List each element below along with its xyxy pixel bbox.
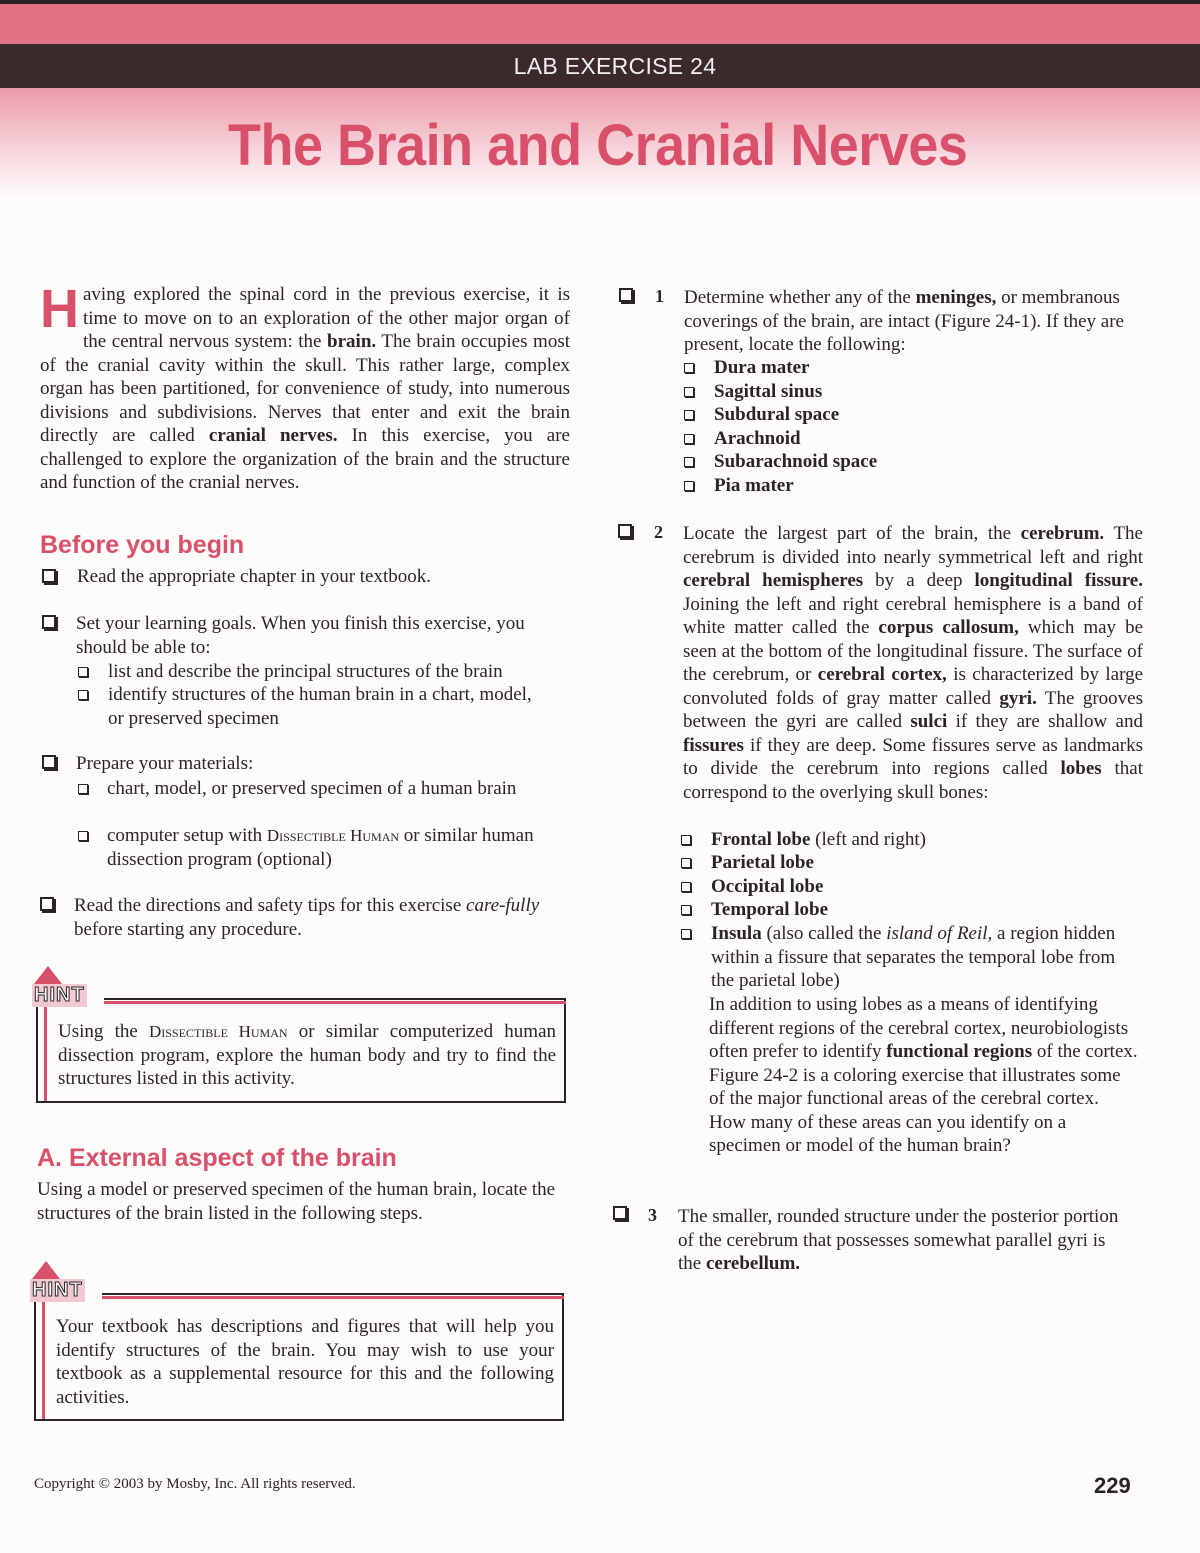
checkbox[interactable] xyxy=(78,831,88,841)
bold-term: Temporal lobe xyxy=(711,899,828,920)
text-segment: or similar computerized human dissection program, explore the human body and try to find the structures listed in this activity. xyxy=(58,1021,556,1089)
header-band xyxy=(0,0,1200,44)
bold-term: Insula xyxy=(711,923,762,944)
text-segment: The brain occupies most of the cranial cavity within the skull. This rather large, complex organ has been partitioned, for convenience of study, into numerous divisions and subdivisions. Nerves that enter and exit the brain directly are called xyxy=(40,331,570,446)
checkbox[interactable] xyxy=(681,835,691,845)
checkbox[interactable] xyxy=(613,1206,627,1220)
lobe-item xyxy=(711,922,1131,993)
checkbox[interactable] xyxy=(684,363,694,373)
before-item xyxy=(76,612,556,659)
text-segment: Using a model or preserved specimen of the human brain, locate the structures of the brain listed in the following steps. xyxy=(37,1179,556,1224)
step-number: 3 xyxy=(648,1205,657,1225)
bold-term: cerebral cortex, xyxy=(817,664,947,685)
checkbox[interactable] xyxy=(681,929,691,939)
text-segment: (also called the xyxy=(761,923,887,944)
before-item xyxy=(77,565,567,589)
step-number: 2 xyxy=(654,522,663,542)
checkbox[interactable] xyxy=(42,755,56,769)
checkbox[interactable] xyxy=(684,434,694,444)
before-heading: Before you begin xyxy=(40,531,245,559)
sub-item: list and describe the principal structures of the brain xyxy=(108,661,503,682)
text-segment: Joining the left and right cerebral hemisphere is a band of white matter called the xyxy=(683,593,1143,638)
bold-term: meninges, xyxy=(915,287,997,308)
text-segment: or similar human dissection program (optional) xyxy=(107,825,534,870)
text-segment: or membranous coverings of the brain, are intact (Figure 24-1). If they are present, locate the following: xyxy=(684,287,1124,355)
meninges-item: Arachnoid xyxy=(714,427,801,449)
drop-cap: H xyxy=(40,279,79,339)
sub-item: identify structures of the human brain in a chart, model, or preserved specimen xyxy=(108,684,532,729)
text-segment: Locate the largest part of the brain, the xyxy=(683,523,1021,544)
text-segment: if they are deep. Some fissures serve as landmarks to divide the cerebrum into regions called xyxy=(683,734,1143,779)
text-segment: if they are shallow and xyxy=(947,711,1143,732)
italic-text: island of Reil, xyxy=(886,923,993,944)
bold-term: cerebrum. xyxy=(1020,523,1105,544)
bold-term: brain. xyxy=(327,331,377,352)
meninges-item: Subdural space xyxy=(714,404,840,425)
checkbox[interactable] xyxy=(681,882,691,892)
checkbox[interactable] xyxy=(42,615,56,629)
hint-bar xyxy=(44,998,47,1101)
text-segment: Set your learning goals. When you finish this exercise, you should be able to: xyxy=(76,613,525,658)
text-segment: Prepare your materials: xyxy=(76,753,254,774)
text-segment: Determine whether any of the xyxy=(684,287,916,308)
before-item xyxy=(76,752,556,776)
sub-item xyxy=(107,824,547,871)
intro-paragraph xyxy=(40,279,570,495)
sub-item xyxy=(107,777,537,801)
hint-arrow-icon xyxy=(34,966,62,984)
meninges-item: Dura mater xyxy=(714,357,810,378)
checkbox[interactable] xyxy=(78,667,88,677)
bold-term: corpus callosum, xyxy=(878,617,1019,638)
page-title: The Brain and Cranial Nerves xyxy=(228,113,968,178)
text-segment: Read the directions and safety tips for this exercise xyxy=(74,895,467,916)
lobe-item xyxy=(711,828,1131,852)
section-a-heading: A. External aspect of the brain xyxy=(37,1144,397,1172)
text-segment: is characterized by large convoluted folds of gray matter called xyxy=(683,664,1143,709)
step-text xyxy=(683,522,1143,804)
text-segment: which may be seen at the bottom of the longitudinal fissure. The surface of the cerebrum, or xyxy=(683,617,1144,685)
lobe-item xyxy=(711,851,1131,875)
text-segment: In addition to using lobes as a means of identifying different regions of the cerebral cortex, neurobiologists often prefer to identify xyxy=(709,994,1129,1062)
step-text xyxy=(678,1205,1128,1276)
text-segment: of the cortex. Figure 24-2 is a coloring exercise that illustrates some of the major functional areas of the cerebral cortex. How many of these areas can you identify on a specimen or model of the human brain? xyxy=(709,1041,1138,1156)
text-segment: The grooves between the gyri are called xyxy=(683,687,1143,732)
bold-term: cerebral hemispheres xyxy=(683,570,864,591)
bold-term: Occipital lobe xyxy=(711,876,824,897)
text-segment: In this exercise, you are challenged to explore the organization of the brain and the structure and function of the cranial nerves. xyxy=(40,425,570,493)
before-item xyxy=(74,894,559,941)
bold-term: sulci xyxy=(910,711,948,732)
checkbox[interactable] xyxy=(684,410,694,420)
meninges-item: Sagittal sinus xyxy=(714,380,823,402)
checkbox[interactable] xyxy=(684,387,694,397)
copyright: Copyright © 2003 by Mosby, Inc. All rights reserved. xyxy=(34,1476,356,1492)
hint-arrow-icon xyxy=(32,1261,60,1279)
hint-text xyxy=(56,1315,554,1409)
text-segment: Dissectible Human xyxy=(266,826,400,845)
text-segment: Read the appropriate chapter in your textbook. xyxy=(77,566,432,587)
bold-term: cerebellum. xyxy=(705,1253,801,1274)
step-continuation xyxy=(709,993,1139,1158)
italic-text: care-fully xyxy=(466,895,540,916)
hint-box xyxy=(32,1279,564,1421)
checkbox[interactable] xyxy=(42,569,56,583)
bold-term: Parietal lobe xyxy=(711,852,814,873)
text-segment: Dissectible Human xyxy=(148,1022,288,1041)
text-segment: The smaller, rounded structure under the posterior portion of the cerebrum that possesses somewhat parallel gyri is the xyxy=(678,1206,1119,1274)
text-segment: computer setup with xyxy=(107,825,267,846)
checkbox[interactable] xyxy=(618,524,632,538)
hint-rule xyxy=(104,998,566,1004)
section-a-text xyxy=(37,1178,567,1225)
bold-term: longitudinal fissure. xyxy=(974,570,1143,591)
hint-box xyxy=(34,984,566,1103)
checkbox[interactable] xyxy=(684,481,694,491)
hint-rule xyxy=(102,1293,564,1299)
bold-term: functional regions xyxy=(886,1041,1033,1062)
meninges-item: Subarachnoid space xyxy=(714,451,878,472)
text-segment: that correspond to the overlying skull bones: xyxy=(683,758,1143,803)
text-segment: chart, model, or preserved specimen of a human brain xyxy=(107,778,517,799)
bold-term: Frontal lobe xyxy=(711,829,811,850)
hint-bar xyxy=(42,1293,45,1419)
lobe-item xyxy=(711,875,1131,899)
bold-term: lobes xyxy=(1060,758,1102,779)
page-number: 229 xyxy=(1094,1473,1131,1498)
text-segment: Your textbook has descriptions and figures that will help you identify structures of the brain. You may wish to use your textbook as a supplemental resource for this and the following activities. xyxy=(56,1316,554,1408)
text-segment: Using the xyxy=(58,1021,149,1042)
step-number: 1 xyxy=(655,286,664,306)
bold-term: gyri. xyxy=(999,687,1037,709)
lobe-item xyxy=(711,898,1131,922)
hint-text xyxy=(58,1020,556,1091)
checkbox[interactable] xyxy=(681,905,691,915)
text-segment: a region hidden within a fissure that separates the temporal lobe from the parietal lobe) xyxy=(711,923,1116,991)
checkbox[interactable] xyxy=(78,784,88,794)
meninges-item: Pia mater xyxy=(714,474,794,496)
checkbox[interactable] xyxy=(684,457,694,467)
checkbox[interactable] xyxy=(40,897,54,911)
text-segment: The cerebrum is divided into nearly symmetrical left and right xyxy=(683,523,1143,568)
text-segment: by a deep xyxy=(863,570,975,591)
text-segment: (left and right) xyxy=(810,829,926,850)
lab-label: LAB EXERCISE 24 xyxy=(0,44,1200,88)
text-segment: before starting any procedure. xyxy=(74,918,302,940)
checkbox[interactable] xyxy=(78,690,88,700)
checkbox[interactable] xyxy=(681,858,691,868)
text-segment: aving explored the spinal cord in the previous exercise, it is time to move on to an exploration of the other major organ of the central nervous system: the xyxy=(83,284,570,352)
hint-label: HINT xyxy=(32,1279,83,1301)
hint-label: HINT xyxy=(34,984,85,1006)
bold-term: cranial nerves. xyxy=(208,425,338,446)
checkbox[interactable] xyxy=(619,288,633,302)
step-text xyxy=(684,286,1124,357)
bold-term: fissures xyxy=(683,734,744,756)
